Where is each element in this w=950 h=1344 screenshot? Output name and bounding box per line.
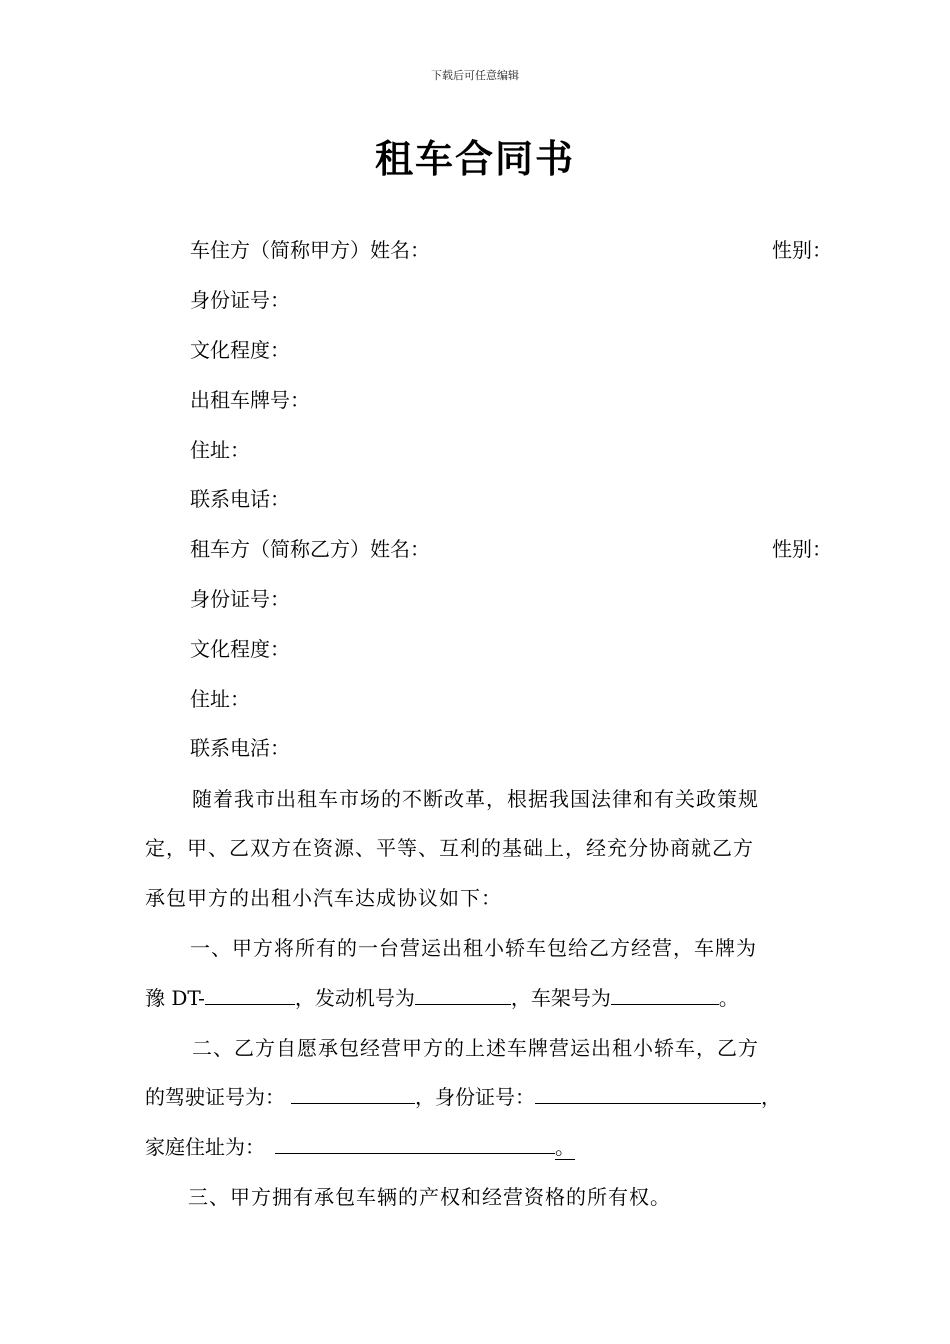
party-a-education-label: 文化程度：	[190, 338, 290, 362]
header-note: 下载后可任意编辑	[431, 69, 519, 82]
plate-number-blank	[205, 986, 295, 1005]
intro-line-3: 承包甲方的出租小汽车达成协议如下：	[145, 886, 502, 910]
party-a-name-row	[190, 237, 890, 263]
clause-2-line-3	[145, 1134, 575, 1160]
party-b-name-row	[190, 536, 890, 562]
clause-2-license-label: 的驾驶证号为：	[145, 1085, 285, 1109]
clause-2-line-1: 二、乙方自愿承包经营甲方的上述车牌营运出租小轿车，乙方	[192, 1036, 759, 1060]
clause-3-line-1: 三、甲方拥有承包车辆的产权和经营资格的所有权。	[188, 1185, 671, 1209]
clause-1-line-2	[145, 985, 739, 1011]
id-number-blank	[535, 1085, 761, 1104]
clause-1-engine-label: ，发动机号为	[294, 986, 415, 1010]
document-title: 租车合同书	[374, 136, 575, 181]
clause-2-address-label: 家庭住址为：	[145, 1135, 265, 1159]
intro-line-2: 定，甲、乙双方在资源、平等、互利的基础上，经充分协商就乙方	[145, 836, 754, 860]
clause-1-plate-prefix: 豫 DT-	[145, 986, 205, 1010]
home-address-blank	[275, 1135, 555, 1154]
party-b-address-label: 住址：	[190, 687, 250, 711]
clause-2-id-label: ，身份证号：	[415, 1085, 535, 1109]
party-a-address-label: 住址：	[190, 438, 250, 462]
clause-2-end: 。	[555, 1135, 575, 1159]
party-a-phone-label: 联系电话：	[190, 487, 290, 511]
party-a-id-label: 身份证号：	[190, 288, 290, 312]
party-b-education-label: 文化程度：	[190, 637, 290, 661]
clause-1-line-1: 一、甲方将所有的一台营运出租小轿车包给乙方经营，车牌为	[190, 936, 757, 960]
party-a-gender-label: 性别：	[772, 238, 832, 262]
clause-2-line-2	[145, 1084, 781, 1110]
party-b-name-label: 租车方（简称乙方）姓名：	[190, 537, 430, 561]
engine-number-blank	[415, 986, 511, 1005]
license-number-blank	[291, 1085, 415, 1104]
party-b-gender-label: 性别：	[772, 537, 832, 561]
party-b-phone-label: 联系电活：	[190, 736, 290, 760]
intro-line-1: 随着我市出租车市场的不断改革，根据我国法律和有关政策规	[192, 787, 759, 811]
frame-number-blank	[611, 986, 719, 1005]
party-b-id-label: 身份证号：	[190, 587, 290, 611]
clause-2-comma: ，	[761, 1085, 781, 1109]
clause-1-end: 。	[718, 986, 739, 1010]
party-a-name-label: 车住方（简称甲方）姓名：	[190, 238, 430, 262]
party-a-plate-label: 出租车牌号：	[190, 388, 310, 412]
clause-1-frame-label: ，车架号为	[510, 986, 611, 1010]
